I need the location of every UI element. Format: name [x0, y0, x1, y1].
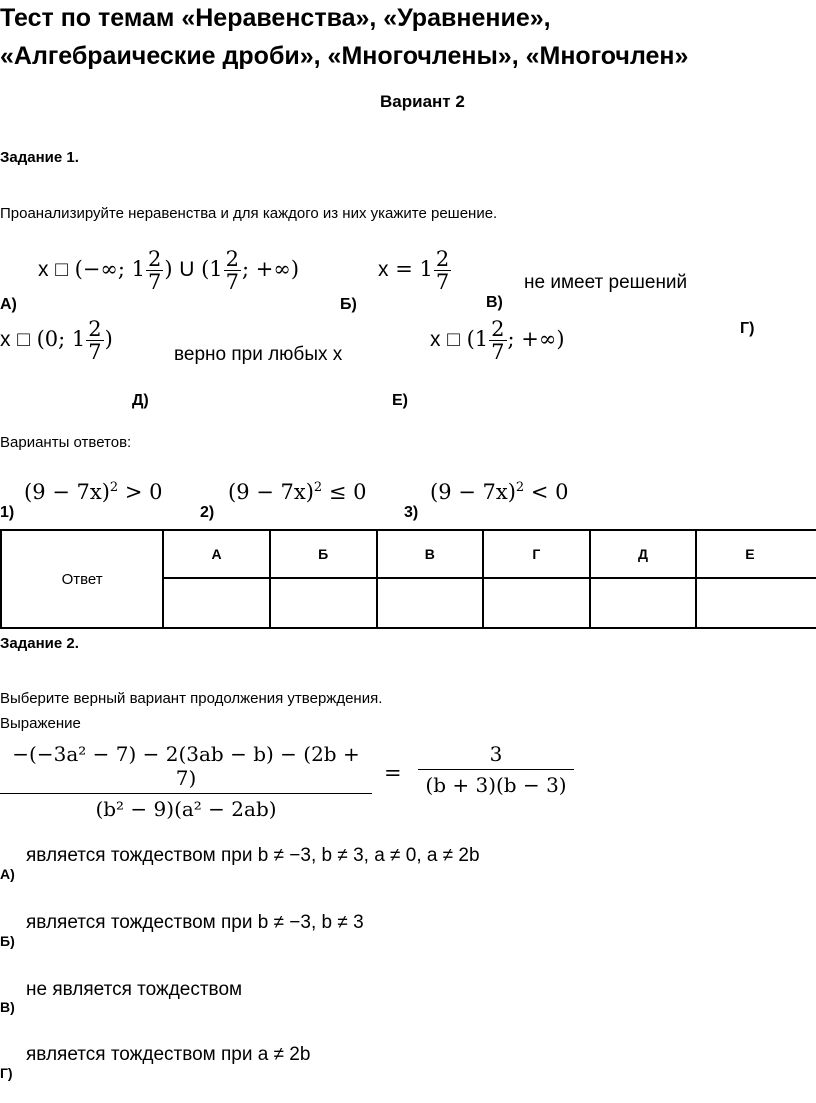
- option-d-label: Д): [132, 392, 149, 409]
- equals-sign: =: [384, 761, 402, 785]
- inequality-1: $(9 - 7x)^2 > 0$: [24, 480, 163, 504]
- choice-b-label: Б): [0, 933, 15, 949]
- answer-cell-b[interactable]: [270, 578, 377, 628]
- option-g-label: Г): [740, 320, 755, 337]
- choice-v-label: В): [0, 999, 15, 1015]
- task2-expr-label: Выражение: [0, 715, 81, 732]
- lhs-denominator: (b² − 9)(a² − 2ab): [95, 797, 277, 821]
- answer-col-g: Г: [483, 530, 589, 578]
- task1-heading: Задание 1.: [0, 149, 79, 166]
- variant-heading: Вариант 2: [380, 92, 465, 111]
- task2-instruction: Выберите верный вариант продолжения утверждения.: [0, 690, 383, 707]
- answer-col-v: В: [377, 530, 484, 578]
- answer-cell-v[interactable]: [377, 578, 484, 628]
- answer-col-a: А: [163, 530, 270, 578]
- lhs-fraction: [0, 742, 372, 821]
- option-a-label: А): [0, 296, 17, 313]
- inequality-2-label: 2): [200, 504, 215, 521]
- answer-table: [0, 529, 816, 629]
- inequality-1-label: 1): [0, 504, 15, 521]
- inequality-2: $(9 - 7x)^2 \le 0$: [228, 480, 367, 504]
- rhs-numerator: 3: [418, 742, 574, 770]
- rhs-denominator: (b + 3)(b − 3): [425, 773, 567, 797]
- answer-cell-a[interactable]: [163, 578, 270, 628]
- choice-a-text: является тождеством при b ≠ −3, b ≠ 3, a ≠ 0, a ≠ 2b: [26, 845, 480, 866]
- inequality-3-label: 3): [404, 504, 419, 521]
- choice-g-label: Г): [0, 1065, 13, 1081]
- answer-cell-d[interactable]: [590, 578, 697, 628]
- choice-a-label: А): [0, 866, 15, 882]
- answers-heading: Варианты ответов:: [0, 434, 132, 451]
- answer-col-e: Е: [696, 530, 816, 578]
- choice-b-text: является тождеством при b ≠ −3, b ≠ 3: [26, 912, 364, 933]
- option-v-text: не имеет решений: [524, 272, 688, 293]
- task1-instruction: Проанализируйте неравенства и для каждого из них укажите решение.: [0, 205, 498, 222]
- answer-cell-e[interactable]: [696, 578, 816, 628]
- inequality-3: $(9 - 7x)^2 < 0$: [430, 480, 569, 504]
- choice-g-text: является тождеством при a ≠ 2b: [26, 1044, 311, 1065]
- option-v-label: В): [486, 294, 503, 311]
- answer-col-b: Б: [270, 530, 377, 578]
- option-b-label: Б): [340, 296, 357, 313]
- option-b-expression: x = 1 $\frac{2}{7}$: [378, 247, 450, 295]
- task2-heading: Задание 2.: [0, 635, 79, 652]
- rhs-fraction: [418, 742, 574, 797]
- answer-col-d: Д: [590, 530, 697, 578]
- answer-cell-g[interactable]: [483, 578, 589, 628]
- choice-v-text: не является тождеством: [26, 979, 243, 1000]
- lhs-numerator: −(−3a² − 7) − 2(3ab − b) − (2b + 7): [0, 742, 372, 794]
- answer-row-label: Ответ: [1, 530, 163, 628]
- option-a-expression: x □ (−∞; 1 $\frac{2}{7}$ ) U (1 $\frac{2}{7}$ ; +∞): [38, 247, 300, 295]
- option-g-expression: x □ (0; 1 $\frac{2}{7}$ ): [0, 317, 113, 365]
- title-line-2: «Алгебраические дроби», «Многочлены», «Многочлен»: [0, 42, 689, 70]
- option-e-expression: x □ (1 $\frac{2}{7}$ ; +∞): [430, 317, 565, 365]
- option-e-label: Е): [392, 392, 408, 409]
- title-line-1: Тест по темам «Неравенства», «Уравнение»,: [0, 4, 551, 32]
- option-d-text: верно при любых x: [174, 344, 343, 365]
